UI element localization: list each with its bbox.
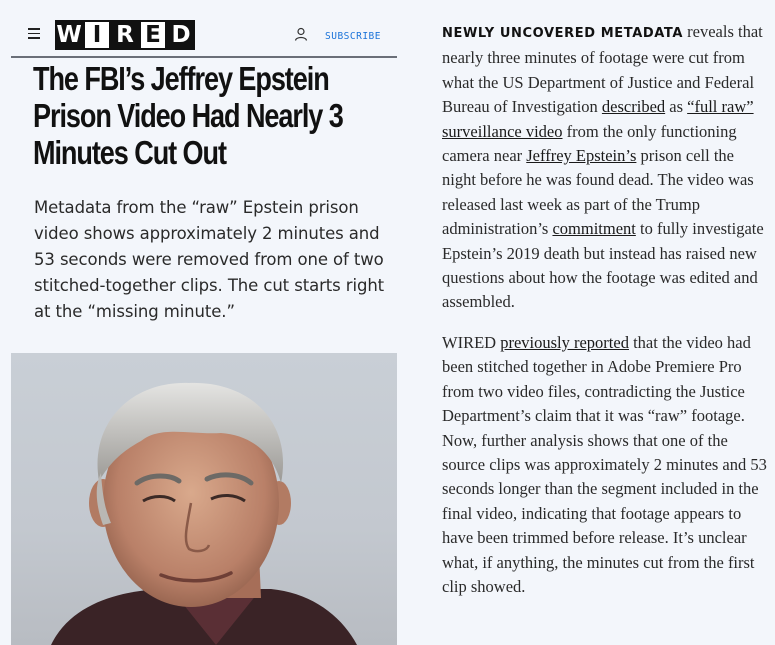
article-column: [11, 12, 397, 645]
logo-letter: R: [111, 20, 139, 50]
text-run: reveals that nearly three minutes of footage were cut from what the US Department of Justice and Federal Bureau of Investigation: [442, 22, 763, 117]
logo-letter: I: [83, 20, 111, 50]
lead-in: NEWLY UNCOVERED METADATA: [442, 26, 684, 41]
link-commitment[interactable]: commitment: [552, 219, 636, 239]
text-run: that the video had been stitched together in Adobe Premiere Pro from two video files, contradicting the Justice Department’s claim that it was “raw” footage. Now, further analysis shows that one of the source clips was approximately 2 minutes and 53 seconds longer than the segment included in the final video, indicating that footage appears to have been trimmed before release. It’s unclear what, if anything, the minutes cut from the first clip showed.: [442, 332, 767, 596]
article-dek: Metadata from the “raw” Epstein prison video shows approximately 2 minutes and 53 seconds were removed from one of two stitched-together clips. The cut starts right at the “missing minute.”: [34, 198, 385, 321]
article-photo: [11, 353, 397, 645]
text-run: prison cell the night before he was found dead. The video was released last week as part of the Trump administration’s: [442, 146, 754, 239]
link-previously-reported[interactable]: previously reported: [500, 332, 629, 352]
text-run: from the only functioning camera near: [442, 121, 737, 166]
portrait-illustration: [11, 353, 397, 645]
subscribe-button[interactable]: SUBSCRIBE: [325, 31, 381, 42]
link-jeffrey-epstein[interactable]: Jeffrey Epstein’s: [526, 146, 637, 166]
logo-letter: W: [56, 22, 82, 48]
body-paragraph: [442, 331, 767, 599]
site-header: [11, 12, 397, 58]
text-run: as: [665, 97, 688, 117]
link-full-raw-video[interactable]: “full raw” surveillance video: [442, 97, 754, 141]
logo-letter: E: [139, 20, 167, 50]
wired-logo[interactable]: [55, 20, 195, 50]
logo-letter: D: [167, 20, 195, 50]
body-paragraph: [442, 20, 767, 315]
text-run: WIRED: [442, 332, 501, 352]
article-headline: The FBI’s Jeffrey Epstein Prison Video Had Nearly 3 Minutes Cut Out: [33, 60, 343, 171]
hamburger-menu-icon[interactable]: [28, 28, 40, 39]
text-run: to fully investigate Epstein’s 2019 death but instead has raised new questions about how the footage was edited and assembled.: [442, 219, 764, 312]
link-described[interactable]: described: [601, 97, 666, 117]
article-body: [442, 20, 767, 615]
user-icon[interactable]: [294, 27, 308, 41]
